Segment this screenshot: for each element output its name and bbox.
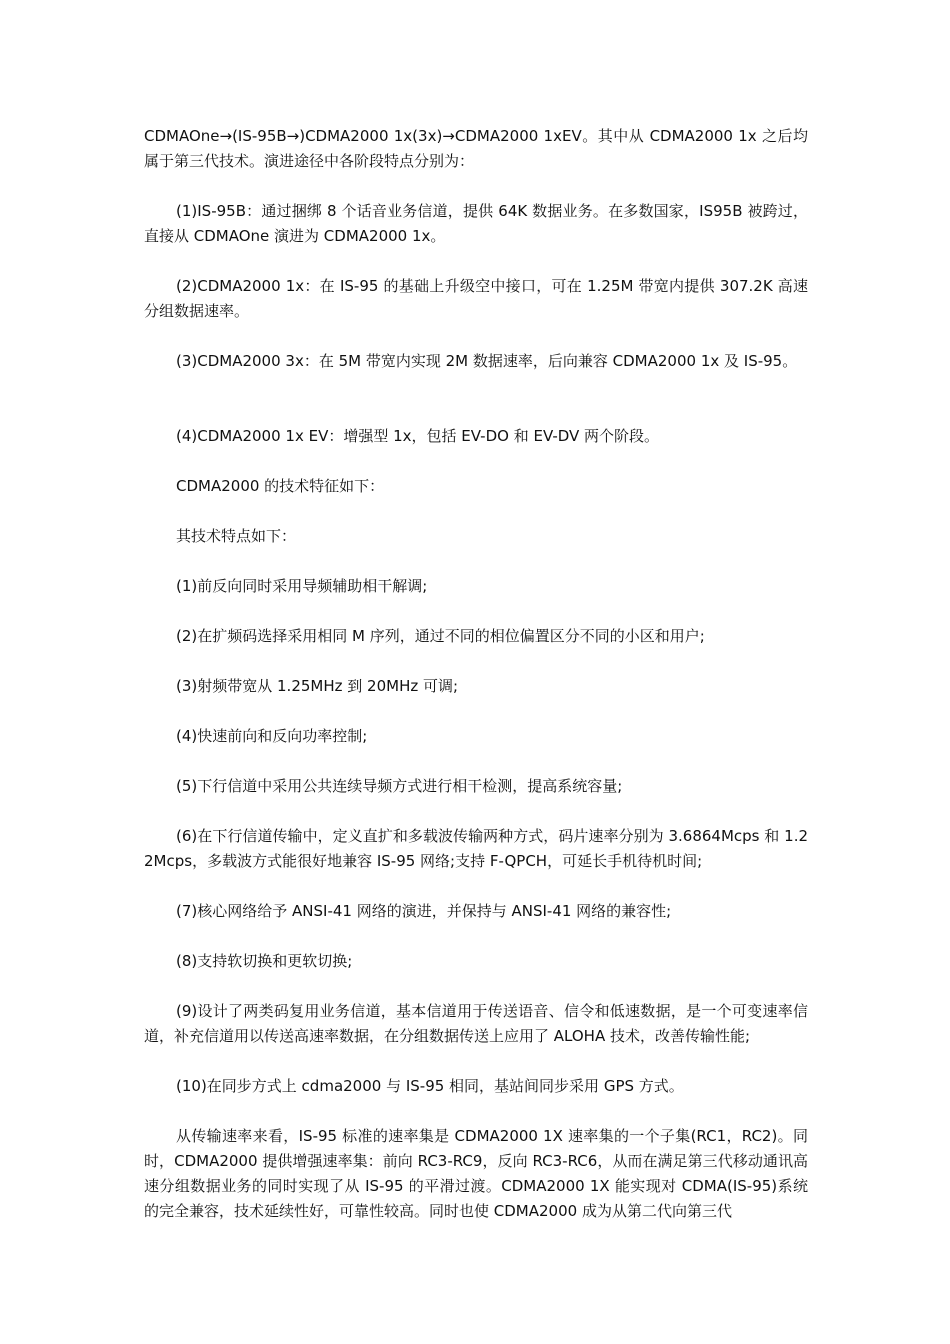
list-item-feature-7: (7)核心网络给予 ANSI-41 网络的演进，并保持与 ANSI-41 网络的兼容性; [176,902,672,920]
paragraph-is95b: (1)IS-95B：通过捆绑 8 个话音业务信道，提供 64K 数据业务。在多数国家，IS95B 被跨过，直接从 CDMAOne 演进为 CDMA2000 1x。 [144,202,808,245]
list-item-feature-4: (4)快速前向和反向功率控制; [176,727,368,745]
list-item-feature-2: (2)在扩频码选择采用相同 M 序列，通过不同的相位偏置区分不同的小区和用户; [176,627,705,645]
list-item-feature-6: (6)在下行信道传输中，定义直扩和多载波传输两种方式，码片速率分别为 3.6864Mcps 和 1.22Mcps，多载波方式能很好地兼容 IS-95 网络;支持 F-QPCH，可延长手机待机时间; [144,827,808,870]
paragraph-tech-points-heading: 其技术特点如下： [176,527,297,545]
document-page [144,124,808,1224]
paragraph-cdma2000-1x: (2)CDMA2000 1x：在 IS-95 的基础上升级空中接口，可在 1.25M 带宽内提供 307.2K 高速分组数据速率。 [144,277,808,320]
paragraph-evolution-path: CDMAOne→(IS-95B→)CDMA2000 1x(3x)→CDMA2000 1xEV。其中从 CDMA2000 1x 之后均属于第三代技术。演进途径中各阶段特点分别为： [144,127,808,170]
list-item-feature-3: (3)射频带宽从 1.25MHz 到 20MHz 可调; [176,677,459,695]
list-item-feature-1: (1)前反向同时采用导频辅助相干解调; [176,577,428,595]
list-item-feature-10: (10)在同步方式上 cdma2000 与 IS-95 相同，基站间同步采用 GPS 方式。 [176,1077,684,1095]
paragraph-rate-compatibility: 从传输速率来看，IS-95 标准的速率集是 CDMA2000 1X 速率集的一个子集(RC1，RC2)。同时，CDMA2000 提供增强速率集：前向 RC3-RC9，反向 RC3-RC6，从而在满足第三代移动通讯高速分组数据业务的同时实现了从 IS-95 的平滑过渡。CDMA2000 1X 能实现对 CDMA(IS-95)系统的完全兼容，技术延续性好，可靠性较高。同时也使 CDMA2000 成为从第二代向第三代 [144,1127,808,1220]
paragraph-cdma2000-3x: (3)CDMA2000 3x：在 5M 带宽内实现 2M 数据速率，后向兼容 CDMA2000 1x 及 IS-95。 [176,352,798,370]
paragraph-cdma2000-1x-ev: (4)CDMA2000 1x EV：增强型 1x，包括 EV-DO 和 EV-DV 两个阶段。 [176,427,660,445]
list-item-feature-9: (9)设计了两类码复用业务信道，基本信道用于传送语音、信令和低速数据，是一个可变速率信道，补充信道用以传送高速率数据，在分组数据传送上应用了 ALOHA 技术，改善传输性能; [144,1002,808,1045]
paragraph-tech-features-heading: CDMA2000 的技术特征如下： [176,477,385,495]
list-item-feature-8: (8)支持软切换和更软切换; [176,952,353,970]
list-item-feature-5: (5)下行信道中采用公共连续导频方式进行相干检测，提高系统容量; [176,777,623,795]
